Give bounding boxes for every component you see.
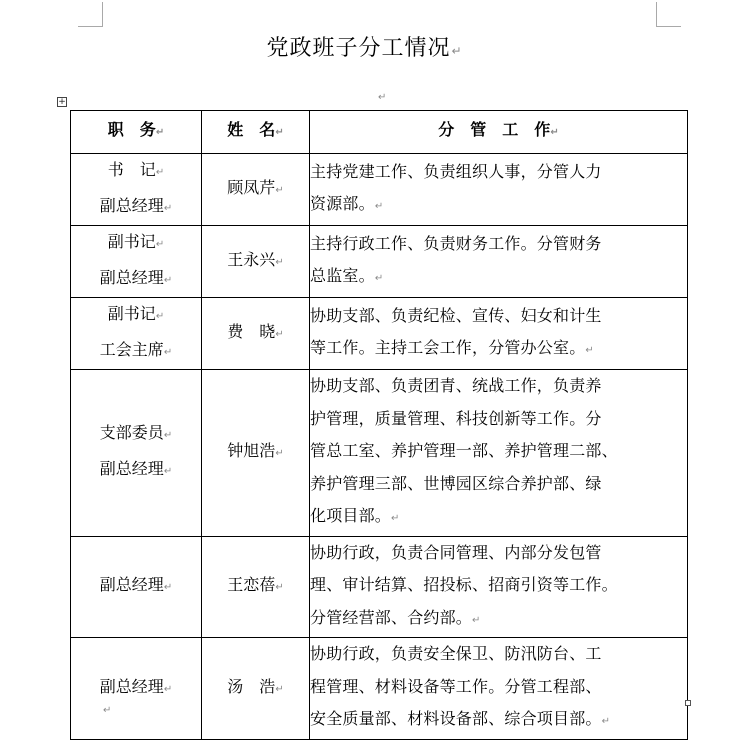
- name-cell: [202, 638, 310, 740]
- paragraph-mark: ↵: [275, 184, 284, 196]
- name-cell: [202, 298, 310, 370]
- paragraph-mark: ↵: [155, 311, 165, 322]
- role-cell: [71, 370, 202, 537]
- paragraph-mark: ↵: [275, 582, 284, 593]
- person-name: 费 晓: [227, 321, 276, 341]
- table-row: [71, 536, 688, 638]
- paragraph-mark: ↵: [163, 683, 173, 695]
- role-text: 副总经理: [99, 195, 164, 215]
- role-cell: [71, 536, 202, 638]
- duties-text: 资源部。: [310, 194, 375, 213]
- document-title-text: 党政班子分工情况: [266, 36, 451, 61]
- role-text: 副书记: [107, 232, 156, 251]
- table-row: [71, 370, 688, 537]
- paragraph-mark: ↵: [163, 465, 173, 477]
- duty-table: [70, 110, 688, 740]
- document-title: [0, 32, 729, 68]
- name-cell: [202, 226, 310, 298]
- role-text: 工会主席: [99, 339, 164, 359]
- name-cell: [202, 154, 310, 226]
- paragraph-mark: ↵: [378, 92, 387, 103]
- role-cell: [71, 226, 202, 298]
- paragraph-mark: ↵: [472, 614, 481, 626]
- page-corner-marker-top-left: [78, 2, 103, 27]
- header-duties: 分 管 工 作↵: [310, 111, 688, 154]
- role-text: 书 记: [107, 160, 156, 179]
- paragraph-mark: ↵: [601, 716, 611, 727]
- duties-text: 总监室。: [310, 266, 375, 285]
- paragraph-mark: ↵: [155, 167, 165, 178]
- duties-text: 等工作。主持工会工作，分管办公室。: [310, 338, 586, 357]
- table-header-row: [71, 111, 688, 154]
- paragraph-mark: ↵: [163, 202, 173, 214]
- person-name: 王永兴: [227, 249, 276, 269]
- duties-cell: [310, 226, 688, 298]
- duties-text: 护管理，质量管理、科技创新等工作。分: [310, 408, 602, 428]
- paragraph-mark: ↵: [585, 345, 594, 356]
- role-text: 支部委员: [99, 423, 164, 443]
- paragraph-mark: ↵: [163, 346, 173, 358]
- role-cell: [71, 638, 202, 740]
- role-text: 副总经理: [99, 676, 164, 696]
- paragraph-mark: ↵: [374, 273, 384, 284]
- duties-text: 化项目部。: [310, 506, 392, 525]
- duties-text: 程管理、材料设备等工作。分管工程部、: [310, 676, 602, 696]
- person-name: 钟旭浩: [227, 441, 276, 460]
- paragraph-mark: ↵: [391, 513, 400, 524]
- duties-text: 协助支部、负责纪检、宣传、妇女和计生: [310, 305, 602, 325]
- table-move-handle-icon[interactable]: +: [58, 97, 66, 107]
- person-name: 顾凤芹: [227, 177, 276, 197]
- paragraph-mark: ↵: [275, 328, 284, 340]
- person-name: 王恋蓓: [227, 575, 276, 594]
- duties-text: 主持党建工作、负责组织人事，分管人力: [310, 161, 602, 181]
- duties-text: 管总工室、养护管理一部、养护管理二部、: [310, 441, 618, 460]
- duties-text: 协助行政，负责安全保卫、防汛防台、工: [310, 644, 602, 663]
- duties-text: 协助行政，负责合同管理、内部分发包管: [310, 542, 602, 562]
- duties-cell: [310, 298, 688, 370]
- name-cell: [202, 536, 310, 638]
- table-resize-handle[interactable]: [685, 700, 691, 706]
- table-row: [71, 154, 688, 226]
- paragraph-mark: ↵: [163, 274, 173, 286]
- duties-text: 协助支部、负责团青、统战工作，负责养: [310, 376, 602, 395]
- name-cell: [202, 370, 310, 537]
- table-row: [71, 298, 688, 370]
- role-text: 副总经理: [99, 575, 164, 594]
- header-name: 姓 名↵: [202, 111, 310, 154]
- duties-text: 安全质量部、材料设备部、综合项目部。: [310, 709, 602, 728]
- duties-text: 分管经营部、合约部。: [310, 607, 473, 627]
- role-cell: [71, 298, 202, 370]
- paragraph-mark: ↵: [275, 448, 284, 459]
- duties-text: 理、审计结算、招投标、招商引资等工作。: [310, 575, 618, 594]
- duties-text: 主持行政工作、负责财务工作。分管财务: [310, 233, 602, 253]
- duties-text: 养护管理三部、世博园区综合养护部、绿: [310, 473, 602, 493]
- header-role: 职 务↵: [71, 111, 202, 154]
- paragraph-mark: ↵: [374, 201, 384, 212]
- duties-cell: [310, 370, 688, 537]
- page-corner-marker-top-right: [656, 2, 681, 27]
- table-row: [71, 638, 688, 740]
- person-name: 汤 浩: [227, 676, 276, 696]
- paragraph-mark: ↵: [155, 239, 165, 250]
- table-row: [71, 226, 688, 298]
- duties-cell: [310, 536, 688, 638]
- role-text: 副总经理: [99, 458, 164, 478]
- duties-cell: [310, 638, 688, 740]
- duties-cell: [310, 154, 688, 226]
- paragraph-mark: ↵: [103, 705, 112, 716]
- paragraph-mark: ↵: [275, 256, 284, 268]
- paragraph-mark: ↵: [163, 582, 173, 593]
- role-text: 副总经理: [99, 267, 164, 287]
- role-cell: [71, 154, 202, 226]
- role-text: 副书记: [107, 304, 156, 323]
- paragraph-mark: ↵: [275, 683, 284, 695]
- paragraph-mark: ↵: [451, 44, 463, 58]
- paragraph-mark: ↵: [163, 430, 173, 442]
